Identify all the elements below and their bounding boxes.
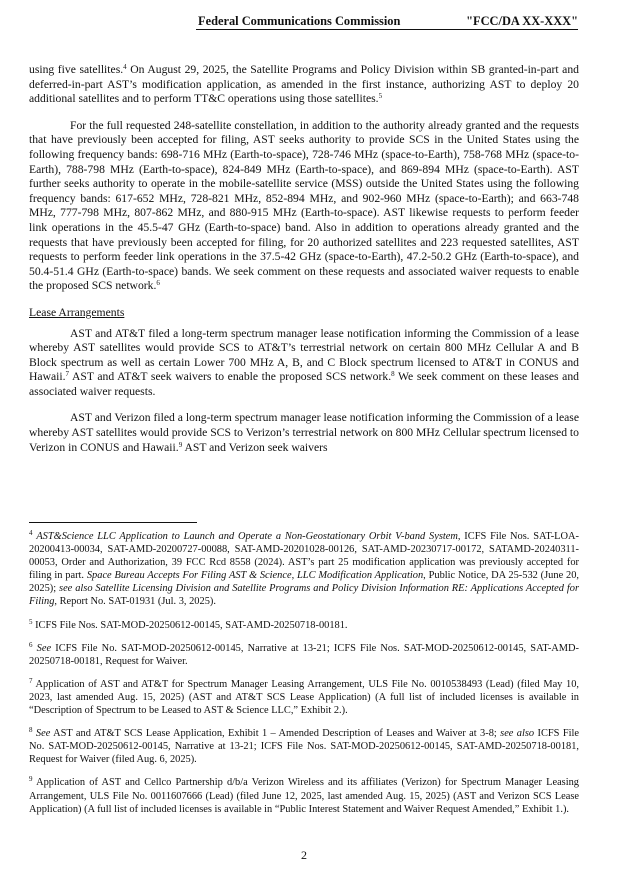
paragraph-text: We seek comment on these leases and associated waiver requests.: [29, 370, 579, 398]
paragraph-frequency-bands: [29, 119, 579, 294]
paragraph-att-lease: [29, 327, 579, 400]
footnote-text: , ICFS File Nos. SAT-LOA-20200413-00034, SAT-AMD-20200727-00088, SAT-AMD-20201028-00126, SAT-AMD-20230717-00172, SATAMD-20240311-00053, Order and Authorization, 39 FCC Rcd 8558 (2024). AST’s part 25 modification application was previously accepted for filing in part.: [29, 531, 579, 582]
footnote-ref[interactable]: 5: [378, 92, 383, 101]
paragraph-text: AST and AT&T seek waivers to enable the proposed SCS network.: [69, 370, 392, 384]
footnote-citation: AST&Science LLC Application to Launch and Operate a Non-Geostationary Orbit V-band System: [36, 531, 458, 542]
paragraph-satellites: [29, 63, 579, 107]
footnotes: [29, 530, 579, 826]
footnote-ref[interactable]: 7: [65, 370, 70, 379]
footnote-text: Application of AST and Cellco Partnership d/b/a Verizon Wireless and its affiliates (Verizon) for Spectrum Manager Leasing Arrangement, ULS File No. 0011607666 (Lead) (filed June 12, 2025, last amended Aug. 15, 2025) (AST and Verizon SCS Lease Application) (A full list of included licenses is available in “Public Interest Statement and Waiver Request Amended,” Exhibit 1.).: [29, 777, 579, 815]
footnote-9: [29, 776, 579, 815]
footnote-number: 5: [29, 617, 33, 626]
footnote-signal: See: [36, 642, 52, 654]
paragraph-text: AST and Verizon seek waivers: [182, 440, 328, 454]
page-header: [196, 12, 578, 30]
section-heading-lease-arrangements: Lease Arrangements: [29, 305, 125, 319]
footnote-number: 4: [29, 529, 33, 537]
paragraph-text: For the full requested 248-satellite constellation, in addition to the authority already granted and the requests that have previously been accepted for filing, AST seeks authority to provide SCS in the United States using the following frequency bands: 698-716 MHz (Earth-to-space), 728-746 MHz (space-to-Earth), 758-768 MHz (space-to-Earth), 788-798 MHz (Earth-to-space), 824-849 MHz (Earth-to-space), and 869-894 MHz (space-to-Earth). AST further seeks authority to operate in the mobile-satellite service (MSS) outside the United States using the following frequency bands: 617-652 MHz, 728-821 MHz, 852-894 MHz, and 902-960 MHz (space-to-Earth); and 663-748 MHz, 777-798 MHz, 807-862 MHz, and 880-915 MHz (Earth-to-space). AST likewise requests to perform feeder link operations in the 45.5-47 GHz (Earth-to-space) band. Also in addition to operations already granted and the requests that have previously been accepted for filing, for 20 authorized satellites and 223 requested satellites, AST requests to perform feeder link operations in the 37.5-42 GHz (space-to-Earth), 47.2-50.2 GHz (Earth-to-space), and 50.4-51.4 GHz (Earth-to-space) bands. We seek comment on these requests and associated waiver requests to enable the proposed SCS network.: [29, 118, 579, 293]
footnote-ref[interactable]: 9: [178, 440, 183, 449]
footnote-text: ICFS File Nos. SAT-MOD-20250612-00145, SAT-AMD-20250718-00181.: [32, 619, 348, 631]
paragraph-text: On August 29, 2025, the Satellite Programs and Policy Division within SB granted-in-part and deferred-in-part AST’s modification application, as amended in the first instance, authorizing AST to deploy 20 additional satellites and to perform TT&C operations using those satellites.: [29, 63, 579, 106]
footnote-number: 6: [29, 640, 33, 649]
footnote-text: , Public Notice, DA 25-532 (June 20, 2025);: [29, 570, 580, 595]
paragraph-text: AST and Verizon filed a long-term spectrum manager lease notification informing the Commission of a lease whereby AST satellites would provide SCS to Verizon’s terrestrial network on 800 MHz Cellular spectrum licensed to Verizon in CONUS and Hawaii.: [29, 411, 579, 454]
paragraph-verizon-lease: [29, 411, 579, 455]
footnote-5: [29, 619, 579, 632]
footnote-ref[interactable]: 4: [123, 63, 127, 71]
footnote-text: ICFS File No. SAT-MOD-20250612-00145, Narrative at 13-21; ICFS File Nos. SAT-MOD-20250612-00145, SAT-AMD-20250718-00181, Request for Waiver (filed Aug. 6, 2025).: [29, 728, 579, 766]
paragraph-text: using five satellites.: [29, 63, 124, 76]
footnote-number: 7: [29, 676, 33, 685]
footnote-signal: See: [35, 728, 51, 740]
footnote-number: 8: [29, 726, 33, 735]
footnote-separator: [29, 522, 197, 523]
footnote-7: [29, 678, 579, 717]
footnote-text: ICFS File No. SAT-MOD-20250612-00145, Narrative at 13-21; ICFS File Nos. SAT-MOD-20250612-00145, SAT-AMD-20250718-00181, Request for Waiver.: [29, 642, 579, 667]
header-agency: Federal Communications Commission: [198, 14, 401, 28]
footnote-text: , Report No. SAT-01931 (Jul. 3, 2025).: [54, 596, 216, 608]
page-number: 2: [301, 848, 307, 862]
footnote-number: 9: [29, 775, 33, 784]
footnote-6: [29, 642, 579, 668]
footnote-text: AST and AT&T SCS Lease Application, Exhibit 1 – Amended Description of Leases and Waiver at 3-8;: [50, 728, 501, 740]
header-rule: [196, 29, 578, 30]
footnote-8: [29, 727, 579, 766]
footnote-ref[interactable]: 8: [391, 370, 395, 379]
document-body: [29, 63, 579, 467]
footnote-citation: see also Satellite Licensing Division and Satellite Programs and Policy Division Information RE: Applications Accepted for Filing: [29, 583, 579, 608]
footnote-signal: see also: [500, 728, 535, 740]
header-document-number: "FCC/DA XX-XXX": [466, 14, 578, 28]
footnote-4: [29, 530, 579, 609]
paragraph-text: AST and AT&T filed a long-term spectrum manager lease notification informing the Commission of a lease whereby AST satellites would provide SCS to AT&T’s terrestrial network on certain 800 MHz Cellular A and B Block spectrum as well as certain Lower 700 MHz A, B, and C Block spectrum licensed to AT&T in CONUS and Hawaii.: [29, 326, 579, 384]
footnote-text: Application of AST and AT&T for Spectrum Manager Leasing Arrangement, ULS File No. 0010538493 (Lead) (filed May 10, 2023, last amended Aug. 15, 2025) (AST and AT&T SCS Lease Application) (A full list of included licenses is available in “Description of Spectrum to be Leased to AST & Science LLC,” Exhibit 2.).: [29, 678, 579, 717]
footnote-citation: Space Bureau Accepts For Filing AST & Science, LLC Modification Application: [86, 570, 424, 582]
footnote-ref[interactable]: 6: [156, 279, 160, 288]
